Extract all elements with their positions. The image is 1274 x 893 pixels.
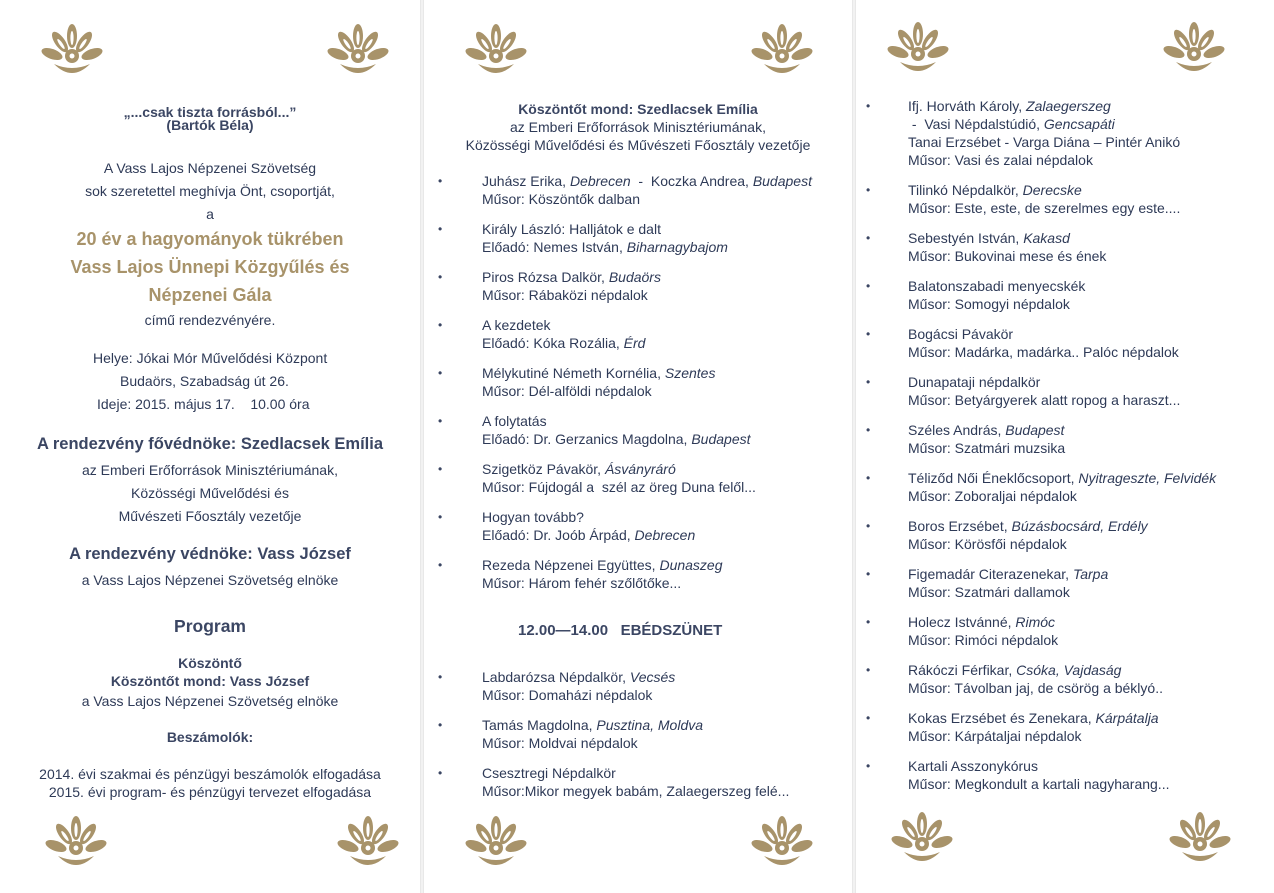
bullet-icon: • xyxy=(438,462,443,476)
text-part: Műsor: Vasi és zalai népdalok xyxy=(908,152,1093,168)
text-part: Szigetköz Pávakör, xyxy=(482,461,605,477)
program-item xyxy=(424,220,852,256)
program-item-detail xyxy=(908,199,1274,217)
text-part: Műsor: Domaházi népdalok xyxy=(482,687,653,703)
program-item xyxy=(856,613,1274,649)
place-name: Budaörs xyxy=(608,269,661,285)
text-part: Műsor: Zoboraljai népdalok xyxy=(908,488,1077,504)
text-part: Műsor: Moldvai népdalok xyxy=(482,735,638,751)
place-name: Nyitrageszte, Felvidék xyxy=(1078,470,1217,486)
program-item xyxy=(856,229,1274,265)
program-item-title xyxy=(908,709,1274,727)
text-part: Téliződ Női Éneklőcsoport, xyxy=(908,470,1079,486)
floral-ornament-icon xyxy=(750,812,814,876)
floral-ornament-icon xyxy=(1168,808,1232,872)
program-item-detail xyxy=(482,574,852,592)
patron: A rendezvény védnöke: Vass József xyxy=(69,545,351,563)
program-item-title xyxy=(482,316,852,334)
text-part: Műsor: Somogyi népdalok xyxy=(908,296,1070,312)
program-item-title xyxy=(908,97,1274,115)
program-item-detail xyxy=(482,334,852,352)
text-part: Műsor: Dél-alföldi népdalok xyxy=(482,383,652,399)
main-patron-role: Művészeti Főosztály vezetője xyxy=(118,508,302,524)
place-name: Debrecen xyxy=(634,527,696,543)
program-item-detail xyxy=(908,775,1274,793)
place-name: Debrecen xyxy=(569,173,631,189)
program-item-title xyxy=(482,508,852,526)
text-part: Rákóczi Férfikar, xyxy=(908,662,1017,678)
text-part: Előadó: Dr. Gerzanics Magdolna, xyxy=(482,431,692,447)
program-item-title xyxy=(482,716,852,734)
text-part: Műsor: Körösfői népdalok xyxy=(908,536,1067,552)
program-item-detail xyxy=(908,679,1274,697)
text-part: Előadó: Dr. Joób Árpád, xyxy=(482,527,635,543)
program-item-title xyxy=(482,172,852,190)
program-item xyxy=(856,709,1274,745)
program-item xyxy=(424,412,852,448)
program-item xyxy=(424,716,852,752)
text-part: Széles András, xyxy=(908,422,1006,438)
greeting-header-role: az Emberi Erőforrások Minisztériumának, xyxy=(510,119,766,135)
program-item xyxy=(856,469,1274,505)
program-item-title xyxy=(482,220,852,238)
program-item-detail xyxy=(482,382,852,400)
bullet-icon: • xyxy=(438,670,443,684)
program-item-detail xyxy=(482,190,852,208)
program-heading: Program xyxy=(174,616,246,636)
floral-ornament-icon xyxy=(326,20,390,84)
quote: „...csak tiszta forrásból...” xyxy=(123,104,297,120)
text-part: Boros Erzsébet, xyxy=(908,518,1012,534)
text-part: Műsor: Bukovinai mese és ének xyxy=(908,248,1107,264)
program-item-detail xyxy=(908,631,1274,649)
bullet-icon: • xyxy=(866,99,871,113)
place-name: Budapest xyxy=(1005,422,1065,438)
text-part: Tamás Magdolna, xyxy=(482,717,597,733)
text-part: Holecz Istvánné, xyxy=(908,614,1016,630)
panel-left xyxy=(0,0,420,893)
text-part: Kokas Erzsébet és Zenekara, xyxy=(908,710,1096,726)
text-part: Előadó: Nemes István, xyxy=(482,239,627,255)
lunch-break: 12.00—14.00 EBÉDSZÜNET xyxy=(518,622,723,639)
program-item xyxy=(856,373,1274,409)
greeting-header-role: Közösségi Művelődési és Művészeti Főosztály vezetője xyxy=(465,137,811,153)
program-item-detail xyxy=(482,238,852,256)
program-item xyxy=(424,668,852,704)
program-list-morning xyxy=(424,172,852,604)
program-item-detail xyxy=(908,343,1274,361)
program-item xyxy=(424,316,852,352)
place-name: Gencsapáti xyxy=(1043,116,1115,132)
program-item-detail xyxy=(482,430,852,448)
floral-ornament-icon xyxy=(44,812,108,876)
greeting-by-role: a Vass Lajos Népzenei Szövetség elnöke xyxy=(81,693,339,709)
text-part: Műsor:Mikor megyek babám, Zalaegerszeg felé... xyxy=(482,783,790,799)
bullet-icon: • xyxy=(866,615,871,629)
text-part: Műsor: Rábaközi népdalok xyxy=(482,287,648,303)
text-part: Műsor: Szatmári dallamok xyxy=(908,584,1070,600)
program-list-evening xyxy=(856,97,1274,805)
program-item-title xyxy=(482,556,852,574)
program-item-title xyxy=(482,764,852,782)
text-part: Bogácsi Pávakör xyxy=(908,326,1014,342)
text-part: Juhász Erika, xyxy=(482,173,570,189)
location-line: Helye: Jókai Mór Művelődési Központ xyxy=(93,350,328,366)
text-part: Labdarózsa Népdalkör, xyxy=(482,669,630,685)
bullet-icon: • xyxy=(438,718,443,732)
quote-author: (Bartók Béla) xyxy=(166,117,254,133)
floral-ornament-icon xyxy=(464,20,528,84)
bullet-icon: • xyxy=(438,510,443,524)
place-name: Ásványráró xyxy=(604,461,676,477)
bullet-icon: • xyxy=(866,663,871,677)
program-item xyxy=(856,97,1274,169)
program-item xyxy=(856,325,1274,361)
main-patron-role: az Emberi Erőforrások Minisztériumának, xyxy=(82,462,338,478)
program-item-title xyxy=(908,421,1274,439)
program-item xyxy=(424,268,852,304)
program-item xyxy=(856,181,1274,217)
bullet-icon: • xyxy=(438,174,443,188)
program-item xyxy=(424,764,852,800)
program-item-detail xyxy=(908,439,1274,457)
text-part: Tilinkó Népdalkör, xyxy=(908,182,1023,198)
bullet-icon: • xyxy=(866,471,871,485)
panel-middle xyxy=(424,0,852,893)
program-item-detail xyxy=(908,535,1274,553)
program-item-detail xyxy=(908,133,1274,151)
text-part: Műsor: Madárka, madárka.. Palóc népdalok xyxy=(908,344,1179,360)
program-item-detail xyxy=(482,782,852,800)
patron-role: a Vass Lajos Népzenei Szövetség elnöke xyxy=(81,572,339,588)
floral-ornament-icon xyxy=(1162,18,1226,82)
bullet-icon: • xyxy=(438,318,443,332)
main-patron-role: Közösségi Művelődési és xyxy=(131,485,289,501)
program-item-title xyxy=(908,757,1274,775)
reports-line: 2015. évi program- és pénzügyi tervezet elfogadása xyxy=(48,784,372,800)
text-part: Műsor: Fújdogál a szél az öreg Duna felől... xyxy=(482,479,756,495)
text-part: Sebestyén István, xyxy=(908,230,1024,246)
text-part: Műsor: Szatmári muzsika xyxy=(908,440,1066,456)
bullet-icon: • xyxy=(866,423,871,437)
place-name: Szentes xyxy=(664,365,716,381)
program-item-title xyxy=(908,325,1274,343)
program-item-title xyxy=(908,373,1274,391)
bullet-icon: • xyxy=(866,759,871,773)
program-item-title xyxy=(482,668,852,686)
greeting-header: Köszöntőt mond: Szedlacsek Emília xyxy=(518,101,758,117)
text-part: Műsor: Este, este, de szerelmes egy este.... xyxy=(908,200,1181,216)
text-part: Műsor: Három fehér szőlőtőke... xyxy=(482,575,682,591)
program-item-title xyxy=(908,613,1274,631)
program-item xyxy=(424,364,852,400)
program-list-afternoon xyxy=(424,668,852,812)
text-part: Dunapataji népdalkör xyxy=(908,374,1041,390)
floral-ornament-icon xyxy=(886,18,950,82)
program-item-detail xyxy=(908,487,1274,505)
program-item-detail xyxy=(908,115,1274,133)
program-item-detail xyxy=(908,583,1274,601)
place-name: Érd xyxy=(623,335,646,351)
text-part: - Vasi Népdalstúdió, xyxy=(908,116,1044,132)
program-item xyxy=(856,517,1274,553)
place-name: Búzásbocsárd, Erdély xyxy=(1011,518,1148,534)
text-part: Hogyan tovább? xyxy=(482,509,584,525)
event-suffix: című rendezvényére. xyxy=(144,312,276,328)
place-name: Kakasd xyxy=(1023,230,1070,246)
floral-ornament-icon xyxy=(464,812,528,876)
program-item-detail xyxy=(908,295,1274,313)
program-item-title xyxy=(908,469,1274,487)
text-part: Rezeda Népzenei Együttes, xyxy=(482,557,660,573)
place-name: Pusztina, Moldva xyxy=(596,717,704,733)
bullet-icon: • xyxy=(438,414,443,428)
bullet-icon: • xyxy=(438,222,443,236)
floral-ornament-icon xyxy=(336,812,400,876)
program-item-title xyxy=(482,412,852,430)
program-item-title xyxy=(908,661,1274,679)
place-name: Biharnagybajom xyxy=(626,239,728,255)
program-item xyxy=(856,757,1274,793)
event-title: Népzenei Gála xyxy=(148,285,272,305)
program-item xyxy=(856,277,1274,313)
location-line: Budaörs, Szabadság út 26. xyxy=(120,373,289,389)
bullet-icon: • xyxy=(866,711,871,725)
program-item-detail xyxy=(482,526,852,544)
program-item-title xyxy=(482,364,852,382)
program-item-detail xyxy=(908,151,1274,169)
date-line: Ideje: 2015. május 17. 10.00 óra xyxy=(97,396,310,412)
program-item-title xyxy=(908,181,1274,199)
program-item-detail xyxy=(908,247,1274,265)
invite-line: A Vass Lajos Népzenei Szövetség xyxy=(103,160,317,176)
text-part: Műsor: Köszöntők dalban xyxy=(482,191,640,207)
bullet-icon: • xyxy=(438,270,443,284)
bullet-icon: • xyxy=(866,183,871,197)
text-part: Műsor: Távolban jaj, de csörög a béklyó.. xyxy=(908,680,1163,696)
text-part: Piros Rózsa Dalkör, xyxy=(482,269,609,285)
floral-ornament-icon xyxy=(750,20,814,84)
greeting-heading: Köszöntő xyxy=(178,655,242,671)
bullet-icon: • xyxy=(438,366,443,380)
place-name: Dunaszeg xyxy=(659,557,723,573)
text-part: Tanai Erzsébet - Varga Diána – Pintér Anikó xyxy=(908,134,1181,150)
bullet-icon: • xyxy=(866,567,871,581)
text-part: Ifj. Horváth Károly, xyxy=(908,98,1027,114)
text-part: A folytatás xyxy=(482,413,547,429)
reports-line: 2014. évi szakmai és pénzügyi beszámolók elfogadása xyxy=(39,766,381,782)
program-item-detail xyxy=(908,727,1274,745)
bullet-icon: • xyxy=(438,558,443,572)
event-title: 20 év a hagyományok tükrében xyxy=(76,229,344,249)
text-part: Csesztregi Népdalkör xyxy=(482,765,616,781)
text-part: Előadó: Kóka Rozália, xyxy=(482,335,624,351)
place-name: Derecske xyxy=(1022,182,1082,198)
program-item-title xyxy=(908,277,1274,295)
text-part: Balatonszabadi menyecskék xyxy=(908,278,1086,294)
text-part: Műsor: Betyárgyerek alatt ropog a haraszt... xyxy=(908,392,1181,408)
program-item xyxy=(856,565,1274,601)
text-part: A kezdetek xyxy=(482,317,551,333)
bullet-icon: • xyxy=(866,279,871,293)
panel-right xyxy=(856,0,1274,893)
floral-ornament-icon xyxy=(890,808,954,872)
floral-ornament-icon xyxy=(40,20,104,84)
program-item-title xyxy=(482,268,852,286)
bullet-icon: • xyxy=(438,766,443,780)
program-item xyxy=(424,556,852,592)
bullet-icon: • xyxy=(866,519,871,533)
invite-line: a xyxy=(206,206,214,222)
program-item-detail xyxy=(482,478,852,496)
program-item-title xyxy=(908,517,1274,535)
bullet-icon: • xyxy=(866,231,871,245)
place-name: Kárpátalja xyxy=(1095,710,1159,726)
bullet-icon: • xyxy=(866,327,871,341)
program-item xyxy=(856,421,1274,457)
greeting-by: Köszöntőt mond: Vass József xyxy=(110,673,310,689)
event-title: Vass Lajos Ünnepi Közgyűlés és xyxy=(70,257,350,277)
program-item-detail xyxy=(908,391,1274,409)
main-patron: A rendezvény fővédnöke: Szedlacsek Emília xyxy=(36,435,384,453)
program-item xyxy=(424,508,852,544)
place-name: Tarpa xyxy=(1072,566,1109,582)
place-name: Budapest xyxy=(691,431,751,447)
text-part: Király László: Halljátok e dalt xyxy=(482,221,661,237)
program-item xyxy=(856,661,1274,697)
reports-heading: Beszámolók: xyxy=(166,729,254,745)
place-name: Vecsés xyxy=(629,669,676,685)
program-item-detail xyxy=(482,686,852,704)
program-item xyxy=(424,172,852,208)
invite-line: sok szeretettel meghívja Önt, csoportját, xyxy=(85,183,335,199)
text-part: Kartali Asszonykórus xyxy=(908,758,1038,774)
program-item-title xyxy=(908,229,1274,247)
place-name: Rimóc xyxy=(1015,614,1056,630)
text-part: Műsor: Megkondult a kartali nagyharang... xyxy=(908,776,1170,792)
place-name: Budapest xyxy=(752,173,812,189)
program-item-detail xyxy=(482,286,852,304)
text-part: Műsor: Kárpátaljai népdalok xyxy=(908,728,1082,744)
text-part: Műsor: Rimóci népdalok xyxy=(908,632,1059,648)
place-name: Zalaegerszeg xyxy=(1026,98,1111,114)
bullet-icon: • xyxy=(866,375,871,389)
program-item xyxy=(424,460,852,496)
text-part: - Koczka Andrea, xyxy=(630,173,753,189)
text-part: Figemadár Citerazenekar, xyxy=(908,566,1073,582)
program-item-detail xyxy=(482,734,852,752)
text-part: Mélykutiné Németh Kornélia, xyxy=(482,365,665,381)
place-name: Csóka, Vajdaság xyxy=(1016,662,1122,678)
program-item-title xyxy=(482,460,852,478)
program-item-title xyxy=(908,565,1274,583)
